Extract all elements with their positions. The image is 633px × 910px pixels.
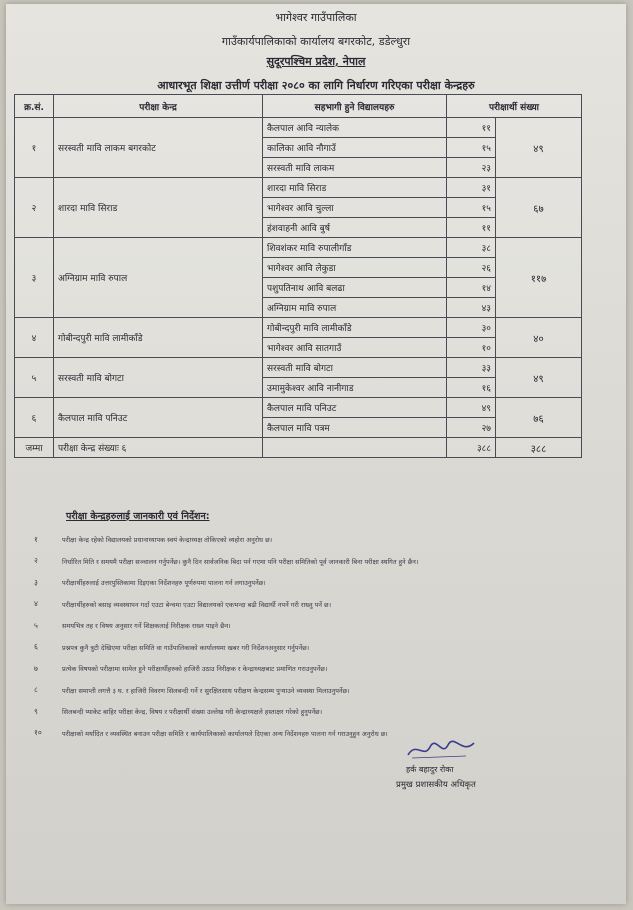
note-text: परीक्षाको मर्यादित र व्यवस्थित बनाउन परीक्षा समिति र कार्यपालिकाको कार्यालयले दिएका अन्य निर्देशनहरु पालना गर्न गराउनुहुन अनुरोध छ। — [62, 729, 388, 738]
cell-school-name: भागेश्वर आवि सातगाउँ — [263, 338, 447, 358]
signature-scribble — [406, 739, 476, 761]
col-header-sn: क्र.सं. — [15, 95, 54, 118]
document-title: आधारभूत शिक्षा उत्तीर्ण परीक्षा २०८० का लागि निर्धारण गरिएका परीक्षा केन्द्रहरु — [157, 79, 475, 92]
cell-school-name: शारदा मावि सिराड — [263, 178, 447, 198]
cell-exam-center: गोबीन्दपुरी मावि लामीकाँडे — [54, 318, 263, 358]
cell-student-count: ४३ — [447, 298, 496, 318]
cell-serial-number: ५ — [15, 358, 54, 398]
note-item — [34, 594, 594, 616]
table-body — [15, 118, 582, 438]
note-item — [34, 615, 594, 637]
note-text: निर्धारित मिति र समयमै परीक्षा सञ्चालन गर्नुपर्नेछ। कुनै दिन सार्वजनिक बिदा पर्न गएमा पनि परीक्षा समितिको पूर्व जानकारी बिना परीक्षा स्थगित हुने छैन। — [62, 557, 419, 566]
total-label: जम्मा — [15, 438, 54, 458]
note-item — [34, 680, 594, 702]
note-item — [34, 701, 594, 723]
cell-student-count: २७ — [447, 418, 496, 438]
cell-serial-number: ४ — [15, 318, 54, 358]
cell-school-name: कैलपाल मावि पनिउट — [263, 398, 447, 418]
cell-school-name: पशुपतिनाथ आवि बलढा — [263, 278, 447, 298]
note-number: १ — [34, 534, 38, 544]
cell-student-count: ३८ — [447, 238, 496, 258]
cell-exam-center: कैलपाल मावि पनिउट — [54, 398, 263, 438]
note-number: ७ — [34, 663, 38, 673]
cell-student-count: ३० — [447, 318, 496, 338]
note-number: ८ — [34, 685, 38, 695]
note-number: ३ — [34, 577, 38, 587]
cell-exam-center: अग्निग्राम मावि रुपाल — [54, 238, 263, 318]
total-centers: परीक्षा केन्द्र संख्याः ६ — [54, 438, 263, 458]
note-text: सिलबन्दी प्याकेट बाहिर परीक्षा केन्द्र, विषय र परीक्षार्थी संख्या उल्लेख गरी केन्द्राध्यक्षले हस्ताक्षर गरेको हुनुपर्नेछ। — [62, 708, 323, 717]
cell-center-total: ७६ — [496, 398, 582, 438]
cell-school-name: गोबीन्दपुरी मावि लामीकाँडे — [263, 318, 447, 338]
cell-school-name: भागेश्वर आवि चुल्ला — [263, 198, 447, 218]
note-item — [34, 572, 594, 594]
cell-center-total: ११७ — [496, 238, 582, 318]
total-sum-overall: ३८८ — [496, 438, 582, 458]
notes-list — [34, 529, 594, 744]
cell-student-count: ११ — [447, 218, 496, 238]
note-item — [34, 637, 594, 659]
total-sum-count: ३८८ — [447, 438, 496, 458]
total-empty-cell — [263, 438, 447, 458]
cell-student-count: १५ — [447, 198, 496, 218]
cell-school-name: कैलपाल आवि न्यालेक — [263, 118, 447, 138]
table-row — [15, 238, 582, 258]
cell-center-total: ४० — [496, 318, 582, 358]
cell-school-name: सरस्वती मावि बोगटा — [263, 358, 447, 378]
cell-serial-number: २ — [15, 178, 54, 238]
cell-center-total: ४९ — [496, 118, 582, 178]
note-text: प्रश्नपत्र कुनै त्रुटी देखिएमा परीक्षा समिति वा गाउँपालिकाको कार्यालयमा खबर गरी निर्देशनअनुसार गर्नुपर्नेछ। — [62, 643, 310, 652]
cell-school-name: अग्निग्राम मावि रुपाल — [263, 298, 447, 318]
cell-school-name: कालिका आवि नौगाउँ — [263, 138, 447, 158]
table-row — [15, 318, 582, 338]
col-header-count: परीक्षार्थी संख्या — [447, 95, 582, 118]
cell-student-count: १६ — [447, 378, 496, 398]
table-row — [15, 358, 582, 378]
col-header-center: परीक्षा केन्द्र — [54, 95, 263, 118]
cell-student-count: १४ — [447, 278, 496, 298]
note-text: परीक्षार्थीहरुलाई उत्तरपुस्तिकामा दिइएका निर्देशनहरु पूर्णरुपमा पालना गर्न लगाउनुपर्नेछ। — [62, 579, 266, 588]
cell-school-name: कैलपाल मावि पत्रम — [263, 418, 447, 438]
note-item — [34, 551, 594, 573]
province-line: सुदूरपश्चिम प्रदेश, नेपाल — [266, 55, 366, 68]
cell-school-name: शिवशंकर मावि रुपालीगाँड — [263, 238, 447, 258]
note-number: ९ — [34, 706, 38, 716]
cell-school-name: भागेश्वर आवि लेकुडा — [263, 258, 447, 278]
cell-school-name: हंशवाहनी आवि बुर्ष — [263, 218, 447, 238]
note-item — [34, 658, 594, 680]
note-number: १० — [34, 728, 42, 738]
exam-centers-table — [14, 94, 582, 458]
note-text: समयभित्र तह र विषय अनुसार गर्ने शिक्षकलाई निरीक्षक राख्न पाइने छैन। — [62, 622, 231, 631]
cell-student-count: ११ — [447, 118, 496, 138]
cell-center-total: ४९ — [496, 358, 582, 398]
cell-school-name: उमामुकेश्वर आवि नानीगाड — [263, 378, 447, 398]
municipality-name: भागेश्वर गाउँपालिका — [275, 11, 357, 24]
cell-exam-center: सरस्वती मावि बोगटा — [54, 358, 263, 398]
cell-serial-number: १ — [15, 118, 54, 178]
cell-student-count: २३ — [447, 158, 496, 178]
note-text: प्रत्येक विषयको परीक्षामा सामेल हुने परीक्षार्थीहरुको हाजिरी उठाउ निरीक्षक र केन्द्राध्यक्षबाट प्रमाणित गराउनुपर्नेछ। — [62, 665, 328, 674]
note-number: ४ — [34, 599, 38, 609]
cell-student-count: २६ — [447, 258, 496, 278]
cell-center-total: ६७ — [496, 178, 582, 238]
signatory-title: प्रमुख प्रशासकीय अधिकृत — [396, 780, 476, 790]
note-item — [34, 723, 594, 745]
col-header-schools: सहभागी हुने विद्यालयहरु — [263, 95, 447, 118]
note-text: परीक्षा केन्द्र रहेको विद्यालयको प्रधानाध्यापक स्वयं केन्द्राध्यक्ष तोकिएको व्यहोरा अनुरोध छ। — [62, 536, 273, 545]
cell-student-count: ४९ — [447, 398, 496, 418]
cell-exam-center: शारदा मावि सिराड — [54, 178, 263, 238]
cell-exam-center: सरस्वती मावि लाकम बगरकोट — [54, 118, 263, 178]
note-number: ५ — [34, 620, 38, 630]
cell-school-name: सरस्वती मावि लाकम — [263, 158, 447, 178]
table-total-row — [15, 438, 582, 458]
cell-serial-number: ६ — [15, 398, 54, 438]
note-text: परीक्षा समाप्ती लगत्तै ३ घ. र हाजिरी विवरण सिलबन्दी गर्ने र सुरक्षितसाथ परीक्षण केन्द्रसम्म पुर्‍याउने व्यवस्था मिलाउनुपर्नेछ। — [62, 686, 350, 695]
signatory-name: हर्क बहादुर रोका — [406, 765, 454, 774]
cell-student-count: १० — [447, 338, 496, 358]
cell-student-count: ३१ — [447, 178, 496, 198]
table-header-row — [15, 95, 582, 118]
cell-student-count: ३३ — [447, 358, 496, 378]
document-page — [6, 4, 626, 904]
table-row — [15, 178, 582, 198]
table-row — [15, 398, 582, 418]
table-row — [15, 118, 582, 138]
note-text: परीक्षार्थीहरुको बसाइ व्यवस्थापन गर्दा एउटा बेन्चमा एउटा विद्यालयको एकभन्दा बढी विद्यार्थी नपर्ने गरी राख्नु पर्ने छ। — [62, 600, 332, 609]
notes-title: परीक्षा केन्द्रहरुलाई जानकारी एवं निर्देशन: — [66, 511, 210, 522]
office-address: गाउँकार्यपालिकाको कार्यालय बगरकोट, डडेल्धुरा — [221, 35, 411, 48]
cell-serial-number: ३ — [15, 238, 54, 318]
cell-student-count: १५ — [447, 138, 496, 158]
note-item — [34, 529, 594, 551]
note-number: २ — [34, 556, 38, 566]
note-number: ६ — [34, 642, 38, 652]
